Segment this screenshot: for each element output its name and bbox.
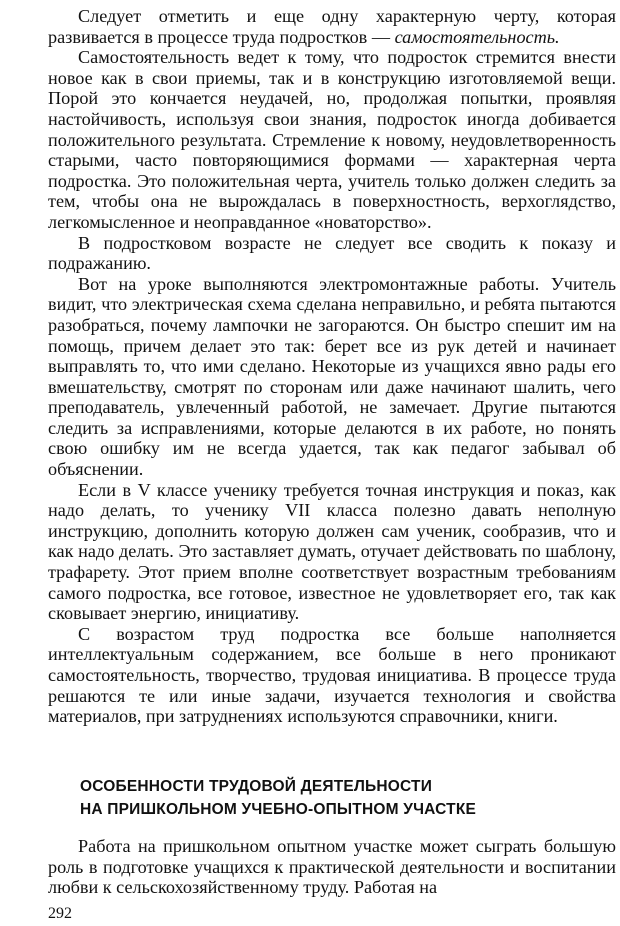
paragraph-6: С возрастом труд подростка все больше наполняется интеллектуальным содержанием, все больше в него проникают самостоятельность, творчество, трудовая инициатива. В процессе труда решаются те или иные задачи, изучается технология и свойства материалов, при затруднениях используются справочники, книги.	[48, 623, 616, 727]
page-body	[48, 6, 616, 727]
paragraph-4: Вот на уроке выполняются электромонтажные работы. Учитель видит, что электрическая схема сделана неправильно, и ребята пытаются разобраться, почему лампочки не загораются. Он быстро спешит им на помощь, причем делает это так: берет все из рук детей и начинает выправлять то, что ими сделано. Некоторые из учащихся явно рады его вмешательству, смотрят по сторонам или даже начинают шалить, чего преподаватель, увлеченный работой, не замечает. Другие пытаются следить за исправлениями, которые делаются в их работе, но понять свою ошибку им не всегда удается, так как педагог забывал об объяснении.	[48, 273, 616, 480]
final-paragraph: Работа на пришкольном опытном участке может сыграть большую роль в подготовке учащихся к практической деятельности и воспитании любви к сельскохозяйственному труду. Работая на	[48, 836, 616, 898]
paragraph-1-text: Следует отметить и еще одну характерную черту, которая развивается в процессе труда подростков —	[48, 6, 616, 47]
paragraph-3: В подростковом возрасте не следует все сводить к показу и подражанию.	[48, 232, 616, 274]
paragraph-5: Если в V классе ученику требуется точная инструкция и показ, как надо делать, то ученику VII класса полезно давать неполную инструкцию, дополнить которую должен сам ученик, сообразив, что и как надо делать. Это заставляет думать, отучает действовать по шаблону, трафарету. Этот прием вполне соответствует возрастным требованиям самого подростка, все готовое, известное не удовлетворяет его, так как сковывает энергию, инициативу.	[48, 479, 616, 624]
section-heading-line-1: ОСОБЕННОСТИ ТРУДОВОЙ ДЕЯТЕЛЬНОСТИ	[80, 778, 433, 795]
section-heading	[80, 775, 500, 821]
section-heading-line-2: НА ПРИШКОЛЬНОМ УЧЕБНО-ОПЫТНОМ УЧАСТКЕ	[80, 801, 477, 818]
paragraph-1-emphasis: самостоятельность.	[394, 26, 560, 47]
paragraph-2: Самостоятельность ведет к тому, что подросток стремится внести новое как в свои приемы, так и в конструкцию изготовляемой вещи. Порой это кончается неудачей, но, продолжая попытки, проявляя настойчивость, используя свои знания, подросток иногда добивается положительного результата. Стремление к новому, неудовлетворенность старыми, часто повторяющимися формами — характерная черта подростка. Это положительная черта, учитель только должен следить за тем, чтобы она не вырождалась в поверхностность, верхоглядство, легкомысленное и неоправданное «новаторство».	[48, 47, 616, 232]
page-number: 292	[48, 905, 72, 922]
paragraph-1	[48, 6, 616, 47]
